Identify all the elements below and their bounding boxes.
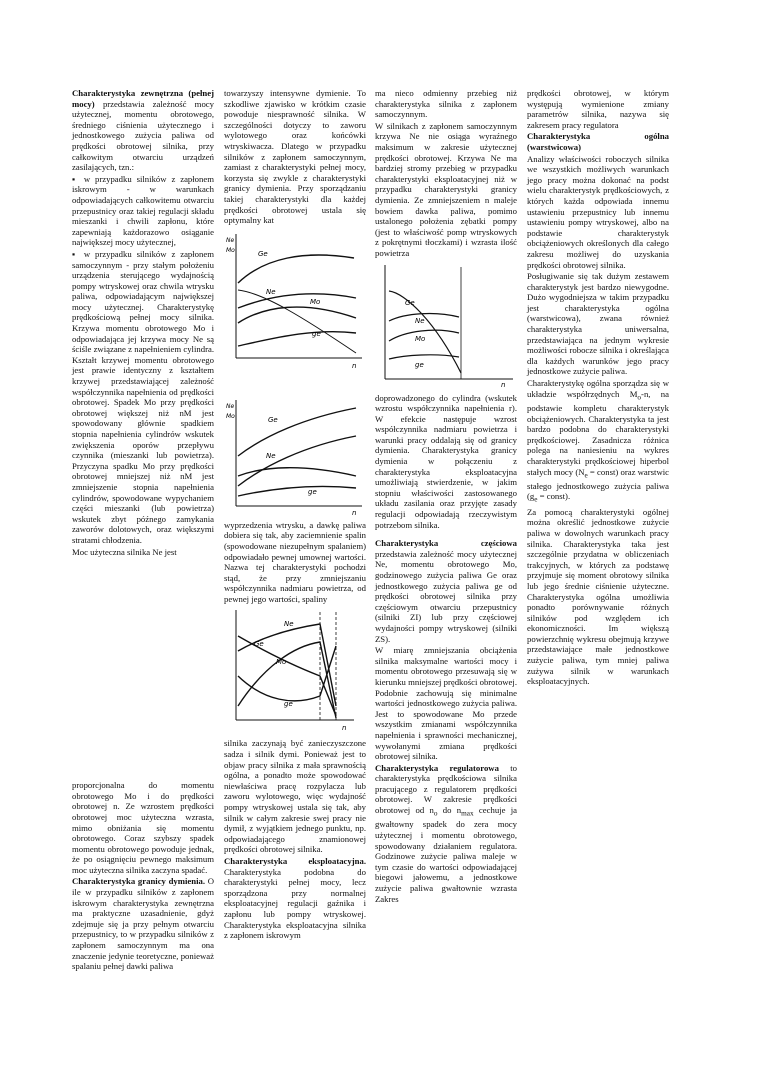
heading-regulator: Charakterystyka regulatorowa — [375, 762, 499, 773]
paragraph-smoke-continued: towarzyszy intensywne dymienie. To szkodliwe zjawisko w krótkim czasie powoduje niesprawność silnika. W szczególności dotyczy to zaworu wylotowego oraz końcówki wtryskiwacza. Dlatego w przypadku silników z zapłonem samoczynnym, zamiast z charakterystyki pełnej mocy, korzysta się zwykle z charakterystyki granicy dymienia. Przy sporządzaniu takiej charakterystyki dla każdej prędkości obrotowej ustala się optymalny kat — [224, 88, 366, 226]
paragraph-general-convenience: Posługiwanie się tak dużym zestawem charakterystyk jest bardzo niewygodne. Dużo wygodniejsza w takim przypadku jest charakterystyka ogólna (warstwicowa), zwana również charakterystyka uniwersalna, przedstawiająca na jednym wykresie możliwości robocze silnika i określająca dla każdych warunków jego pracy jednostkowe zużycie paliwa. — [527, 271, 669, 377]
fig3-label-ne: Ne — [284, 620, 294, 629]
fig1-label-mo: Mo — [310, 297, 321, 306]
paragraph-regulator-range: prędkości obrotowej, w którym występują wymienione zmiany parametrów silnika, nazywa się zakresem pracy regulatora — [527, 88, 669, 130]
figure-operational-characteristic — [375, 261, 517, 389]
paragraph-general-title — [527, 131, 669, 152]
heading-external-characteristic: Charakterystyka zewnętrzna (pełnej mocy) — [72, 88, 214, 109]
column-3 — [375, 88, 517, 905]
spacer — [72, 558, 214, 780]
fig4-label-mo: Mo — [415, 334, 426, 343]
paragraph-compression-ignition: W silnikach z zapłonem samoczynnym krzywa Ne nie osiąga wyraźnego maksimum w zakresie użytecznej prędkości obrotowej. Krzywa Ne ma bardziej stromy przebieg w przypadku charakterystyki eksploatacyjnej niż w przypadku charakterystyki granicy dymienia. Ze zmniejszeniem n maleje bowiem dawka paliwa, pomimo ustalonego położenia zębatki pompy (jest to właściwość pomp wtryskowych z pokrętnymi tłoczkami) i wzrasta ilość powietrza — [375, 120, 517, 258]
paragraph-injection-advance: wyprzedzenia wtrysku, a dawkę paliwa dobiera się tak, aby zaciemnienie spalin (spowodowane niezupełnym spalaniem) odpowiadało pewnej umownej wartości. Nazwa tej charakterystyki pochodzi stąd, że przy zmniejszaniu współczynnika nadmiaru powietrza, od pewnej jego wartości, spaliny — [224, 519, 366, 604]
paragraph-soot: silnika zaczynają być zanieczyszczone sadza i silnik dymi. Ponieważ jest to objaw pracy silnika z mała sprawnością ogólna, a ponadto może spowodować niewłaściwa pracę rozpylacza lub zaworu wylotowego, więc wydajność pompy wtryskowej ustala się tak, aby silnik w całym zakresie swej pracy nie dymił, z wyjątkiem jednego punktu, np. odpowiadającego znamionowej prędkości obrotowej silnika. — [224, 738, 366, 855]
column-4 — [527, 88, 669, 688]
fig1-axis-mo: Mo — [226, 246, 235, 254]
fig1-axis-ne: Ne — [226, 236, 235, 244]
fig2-axis-ne: Ne — [226, 402, 235, 410]
fig1-label-ne: Ne — [266, 287, 276, 296]
fig4-axis-n: n — [501, 380, 506, 389]
bullet-compression-ignition: ▪ w przypadku silników z zapłonem samoczynnym - przy stałym położeniu urządzenia sterującego wydajnością pompy wtryskowej oraz chwila wtrysku paliwa, odpowiadającym największej mocy użytecznej. Charakterystykę prędkościową pełnej mocy silnika. Krzywa momentu obrotowego Mo i odpowiadająca jej krzywa mocy Ne są ściśle związane z napełnieniem cylindra. Kształt krzywej momentu obrotowego jest prawie identyczny z kształtem krzywej przedstawiającej zależność współczynnika napełnienia od prędkości obrotowej. Spadek Mo przy prędkości obrotowej większej niż nM jest spowodowany głównie spadkiem stopnia napełnienia cylindrów wskutek zwiększenia oporów przepływu czynnika (mieszanki lub powietrza). Przyczyna spadku Mo przy prędkości obrotowej mniejszej niż nM jest zmniejszenie stopnia napełnienia cylindrów, spowodowane wypychaniem części mieszanki (lub powietrza) wskutek zbyt późnego zamykania zaworów dolotowych, oraz większymi stratami chłodzenia. — [72, 249, 214, 546]
column-1 — [72, 88, 214, 973]
fig3-label-ge: Ge — [254, 640, 264, 649]
paragraph-general-coordinates: Charakterystykę ogólna sporządza się w układzie współrzędnych $M_o-n$, na podstawie kompletu charakterystyk obciążeniowych. Charakterystyka ta jest bardzo podobna do charakterystyki prędkościowej. Zasadnicza różnica polega na naniesieniu na wykres charakterystyki prędkościowej hiperbol stałych mocy ($N_e$ = const) oraz warstwic stałego jednostkowego zużycia paliwa ($g_e$ = const). — [527, 378, 669, 505]
paragraph-partial: Charakterystyka częściowa przedstawia zależność mocy użytecznej Ne, momentu obrotowego Mo, godzinowego zużycia paliwa Ge oraz jednostkowego zużycia paliwa ge od prędkości obrotowej silnika przy częściowym otwarciu przepustnicy (silniki ZI) lub przy częściowej wydajności pompy wtryskowej (silniki ZS). — [375, 538, 517, 644]
heading-smoke-limit: Charakterystyka granicy dymienia. — [72, 876, 206, 887]
fig1-label-ge2: ge — [312, 329, 321, 338]
paragraph-load-reduction: W miarę zmniejszania obciążenia silnika maksymalne wartości mocy i momentu obrotowego przesuwają się w kierunku mniejszej prędkości obrotowej. Podobnie zachowują się minimalne wartości jednostkowego zużycia paliwa. Jest to spowodowane Mo przede wszystkim zmianami współczynnika napełnienia i sprawności mechanicznej, wywołanymi zmiana prędkości obrotowej silnika. — [375, 645, 517, 762]
paragraph-power-start: Moc użyteczna silnika Ne jest — [72, 546, 177, 557]
fig3-label-ge2: ge — [284, 700, 293, 709]
paragraph-operational: Charakterystyka eksploatacyjna. Charakterystyka podobna do charakterystyki pełnej mocy, lecz sporządzona przy normalnej eksploatacyjnej regulacji gaźnika i zapłonu lub pompy wtryskowej. Charakterystyka eksploatacyjna silnika z zapłonem iskrowym — [224, 856, 366, 941]
fig2-label-ge: Ge — [268, 415, 278, 424]
fig4-label-ge2: ge — [415, 360, 424, 369]
figure-external-characteristic — [224, 228, 366, 370]
fig4-label-ne: Ne — [415, 316, 425, 325]
fig2-axis-mo: Mo — [226, 412, 235, 420]
fig2-label-ne: Ne — [266, 451, 276, 460]
bullet-spark-ignition: ▪ w przypadku silników z zapłonem iskrowym - w warunkach odpowiadających całkowitemu otwarciu przepustnicy oraz takiej regulacji składu mieszanki i chwili zapłonu, które zapewniają każdorazowo osiąganie największej mocy użytecznej, — [72, 174, 214, 248]
heading-partial: Charakterystyka częściowa — [375, 538, 517, 549]
heading-general: Charakterystyka ogólna (warstwicowa) — [527, 131, 669, 152]
fig1-axis-n: n — [352, 361, 357, 370]
figure-smoke-limit — [224, 396, 366, 516]
paragraph-external-characteristic: Charakterystyka zewnętrzna (pełnej mocy) przedstawia zależność mocy użytecznej, momentu obrotowego, średniego ciśnienia użytecznego i jednostkowego zużycia paliwa od prędkości obrotowej silnika, przy całkowitym otwarciu urządzeń zasilających, tzn.: — [72, 88, 214, 173]
fig2-axis-n: n — [352, 508, 357, 516]
fig1-label-ge: Ge — [258, 249, 268, 258]
paragraph-smoke-limit: Charakterystyka granicy dymienia. O ile w przypadku silników z zapłonem iskrowym charakterystyka zewnętrzna ma praktyczne uzasadnienie, gdyż zdejmuje się ja przy pełnym otwarciu przepustnicy, to w przypadku silników z zapłonem samoczynnym ma ona znaczenie jedynie teoretyczne, ponieważ spalaniu pełnej dawki paliwa — [72, 876, 214, 972]
paragraph-general-usage: Za pomocą charakterystyki ogólnej można określić jednostkowe zużycie paliwa w dowolnych warunkach pracy silnika. Charakterystyka taka jest szczególnie przydatna w obliczeniach trakcyjnych, w których za podstawę przyjmuje się moment obrotowy silnika lub jego średnie ciśnienie użyteczne. Charakterystyka ogólna umożliwia ponadto porównywanie różnych silników pod względem ich ekonomiczności. Im większą powierzchnię wykresu obejmują krzywe przedstawiające małe jednostkowe zużycie paliwa, tym mniej paliwa zużywa silnik w warunkach eksploatacyjnych. — [527, 506, 669, 687]
paragraph-general-analysis: Analizy właściwości roboczych silnika we wszystkich możliwych warunkach jego pracy można dokonać na podst wielu charakterystyk prędkościowych, z których każda odpowiada innemu ustawieniu przepustnicy lub innemu ustawieniu pompy wtryskowej, albo na podstawie charakterystyk obciążeniowych określonych dla całego zakresu możliwej do uzyskania prędkości obrotowej silnika. — [527, 153, 669, 270]
paragraph-air-supply: doprowadzonego do cylindra (wskutek wzrostu współczynnika napełnienia r). W efekcie następuje wzrost współczynnika nadmiaru powietrza i warunki pracy oddalają się od granicy dymienia. Charakterystyka granicy dymienia w połączeniu z charakterystyka eksploatacyjna umożliwiają stwierdzenie, w jakim stopniu właściwości zastosowanego układu zasilania oraz przyjęte zasady regulacji odpowiadają rzeczywistym potrzebom silnika. — [375, 392, 517, 530]
paragraph-regulator: Charakterystyka regulatorowa to charakterystyka prędkościowa silnika pracującego z regulatorem prędkości obrotowej. W zakresie prędkości obrotowej od $n_o$ do $n_{max}$ cechuje ja gwałtowny spadek do zera mocy użytecznej i momentu obrotowego, spowodowany działaniem regulatora. Godzinowe zużycie paliwa maleje w tym czasie do wartości odpowiadającej biegowi jałowemu, a jednostkowe zużycie paliwa gwałtownie wzrasta Zakres — [375, 762, 518, 904]
fig3-axis-n: n — [342, 724, 347, 733]
fig4-label-ge: Ge — [405, 298, 415, 307]
fig3-label-mo: Mo — [276, 658, 287, 667]
fig2-label-ge2: ge — [308, 487, 317, 496]
paragraph-power-proportional: proporcjonalna do momentu obrotowego Mo i do prędkości obrotowej n. Ze wzrostem prędkości obrotowej moc użyteczna wzrasta, mimo obniżania się momentu obrotowego. Coraz szybszy spadek momentu obrotowego powoduje jednak, że po osiągnięciu pewnego maksimum moc użyteczna silnika zaczyna spadać. — [72, 780, 214, 875]
spacer — [224, 374, 366, 394]
figure-regulator-characteristic — [224, 606, 366, 734]
column-2 — [224, 88, 366, 942]
paragraph-different-course: ma nieco odmienny przebieg niż charakterystyka silnika z zapłonem samoczynnym. — [375, 88, 517, 120]
heading-operational: Charakterystyka eksploatacyjna. — [224, 856, 366, 866]
